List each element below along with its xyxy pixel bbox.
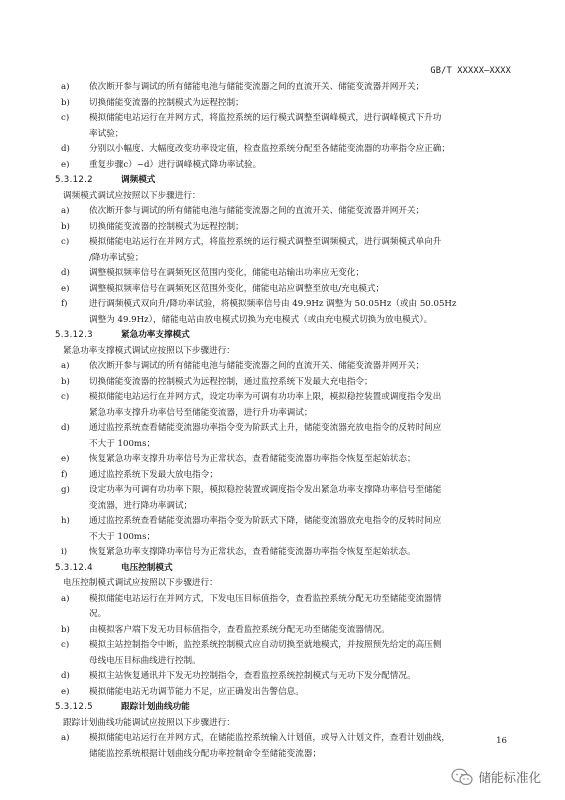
list-item-marker: d) — [61, 423, 70, 433]
section — [55, 328, 514, 561]
list-item — [61, 468, 514, 484]
list-item-marker: i) — [61, 547, 68, 557]
list-item-marker: a) — [61, 82, 70, 92]
list-item-text: 进行调频模式双向升/降功率试验，将模拟频率信号由 49.9Hz 调整为 50.05Hz（或由 50.05Hz — [89, 299, 457, 309]
list-item-text: 模拟储能电站无功调节能力不足，应正确发出告警信息。 — [89, 686, 304, 697]
list-item — [61, 282, 514, 298]
list-item-marker: f) — [61, 469, 68, 480]
list-item — [61, 592, 514, 623]
list-item — [61, 421, 514, 452]
list-item — [61, 220, 514, 236]
list-item — [61, 359, 514, 375]
list-item-text: 模拟储能电站运行在并网方式，将监控系统的运行模式调整至调频模式，进行调频模式单向升 — [89, 237, 442, 247]
list-item-text: 分别以小幅度、大幅度改变功率设定值，检查监控系统分配至各储能变流器的功率指令应正确； — [89, 144, 450, 154]
section — [55, 700, 514, 762]
list-item-marker: a) — [61, 361, 70, 371]
section-intro: 紧急功率支撑模式调试应按照以下步骤进行： — [63, 345, 235, 356]
list-item-marker: c) — [61, 640, 70, 650]
section-title: 紧急功率支撑模式 — [121, 330, 190, 340]
list-item-text: 切换储能变流器的控制模式为远程控制； — [89, 97, 244, 108]
list-item — [61, 266, 514, 282]
list-item-marker: a) — [61, 593, 70, 604]
list-item — [61, 390, 514, 421]
list-item — [61, 204, 514, 220]
section — [55, 561, 514, 701]
list-item-text: 况。 — [89, 609, 107, 619]
list-item-text: 模拟主站恢复通讯并下发无功控制指令，查看监控系统控制模式与无功下发分配情况。 — [89, 671, 416, 681]
list-item-text: 通过监控系统查看储能变流器功率指令变为阶跃式上升，储能变流器充放电指令的反转时间应 — [89, 423, 442, 433]
list-item — [61, 638, 514, 669]
list-item-marker: a) — [61, 733, 70, 743]
list-item — [61, 545, 514, 561]
list-item — [61, 142, 514, 158]
list-item-text: 重复步骤c）~d）进行调峰模式降功率试验。 — [89, 159, 262, 170]
section-title: 电压控制模式 — [121, 562, 173, 573]
list-item-marker: e) — [61, 686, 70, 697]
list-item-text: 模拟储能电站运行在并网方式，下发电压目标值指令，查看监控系统分配无功至储能变流器情 — [89, 593, 442, 604]
list-item-marker: d) — [61, 268, 70, 278]
list-item — [61, 297, 514, 328]
list-item-text: 率试验； — [89, 128, 124, 139]
list-item-marker: d) — [61, 144, 70, 154]
list-item — [61, 623, 514, 639]
section — [55, 173, 514, 328]
list-item-text: 依次断开参与调试的所有储能电池与储能变流器之间的直流开关、储能变流器并网开关； — [89, 82, 425, 92]
section-heading — [55, 561, 514, 577]
list-item-marker: e) — [61, 283, 70, 294]
list-item-text: 恢复紧急功率支撑降功率信号为正常状态，查看储能变流器功率指令恢复至起始状态。 — [89, 547, 416, 557]
document-body — [55, 80, 514, 762]
section-number: 5.3.12.4 — [55, 562, 93, 573]
list-item-text: 通过监控系统查看储能变流器功率指令变为阶跃式下降，储能变流器放充电指令的反转时间应 — [89, 516, 442, 526]
sections — [55, 173, 514, 762]
list-item-text: 通过监控系统下发最大放电指令； — [89, 469, 218, 480]
intro-list — [55, 80, 514, 173]
section-title: 跟踪计划曲线功能 — [121, 702, 190, 712]
section-intro: 调频模式调试应按照以下步骤进行： — [63, 190, 201, 201]
list-item-text: 模拟储能电站运行在并网方式，设定功率为可调有功功率上限，模拟稳控装置或调度指令发出 — [89, 392, 442, 402]
list-item-marker: g) — [61, 485, 70, 495]
list-item — [61, 685, 514, 701]
page-number: 16 — [496, 736, 507, 746]
list-item — [61, 452, 514, 468]
list-item — [61, 158, 514, 174]
list-item — [61, 514, 514, 545]
list-item-marker: c) — [61, 392, 70, 402]
list-item — [61, 375, 514, 391]
section-number: 5.3.12.3 — [55, 330, 93, 340]
section-number: 5.3.12.2 — [55, 175, 93, 185]
list-item-marker: h) — [61, 516, 70, 526]
section-heading — [55, 328, 514, 344]
list-item-marker: f) — [61, 299, 68, 309]
list-item-text: 恢复紧急功率支撑升功率信号为正常状态，查看储能变流器功率指令恢复至起始状态； — [89, 454, 416, 464]
list-item — [61, 80, 514, 96]
list-item — [61, 111, 514, 142]
section-intro: 跟踪计划曲线功能调试应按照以下步骤进行： — [63, 717, 235, 728]
section-heading — [55, 173, 514, 189]
list-item-text: 依次断开参与调试的所有储能电池与储能变流器之间的直流开关、储能变流器并网开关； — [89, 206, 425, 216]
list-item-marker: a) — [61, 206, 70, 216]
list-item-marker: b) — [61, 221, 70, 232]
list-item-text: 模拟储能电站运行在并网方式，在储能监控系统输入计划值，或导入计划文件，查看计划曲线， — [89, 733, 450, 743]
list-item — [61, 669, 514, 685]
section-heading — [55, 700, 514, 716]
list-item-text: 调整为 49.9Hz），储能电站由放电模式切换为充电模式（或由充电模式切换为放电模式）。 — [89, 314, 433, 325]
list-item — [61, 731, 514, 762]
list-item — [61, 235, 514, 266]
list-item-text: 切换储能变流器的控制模式为远程控制，通过监控系统下发最大充电指令； — [89, 376, 373, 387]
list-item — [61, 96, 514, 112]
list-item-text: 设定功率为可调有功功率下限，模拟稳控装置或调度指令发出紧急功率支撑降功率信号至储能 — [89, 485, 442, 495]
document-code: GB/T XXXXX—XXXX — [430, 66, 511, 76]
list-item-text: 变流器，进行降功率调试； — [89, 500, 193, 511]
list-item-text: 模拟主站控制指令中断，监控系统控制模式应自动切换至就地模式，并按照预先给定的高压侧 — [89, 640, 442, 650]
list-item-text: 由模拟客户端下发无功目标值指令，查看监控系统分配无功至储能变流器情况。 — [89, 624, 390, 635]
list-item-marker: b) — [61, 97, 70, 108]
list-item-text: /降功率试验； — [89, 252, 144, 263]
list-item-marker: b) — [61, 376, 70, 387]
list-item-text: 母线电压目标曲线进行控制。 — [89, 655, 201, 666]
list-item-marker: d) — [61, 671, 70, 681]
list-item-marker: b) — [61, 624, 70, 635]
section-title: 调频模式 — [121, 175, 156, 185]
list-item-text: 调整模拟频率信号在调频死区范围内变化，储能电站输出功率应无变化； — [89, 268, 365, 278]
list-item — [61, 483, 514, 514]
list-item-text: 调整模拟频率信号在调频死区范围外变化，储能电站应调整至放电/充电模式； — [89, 283, 385, 294]
section-number: 5.3.12.5 — [55, 702, 93, 712]
list-item-text: 储能监控系统根据计划曲线分配功率控制命令至储能变流器； — [89, 748, 322, 759]
watermark-text: 储能标准化 — [478, 770, 541, 785]
list-item-text: 不大于 100ms； — [89, 531, 156, 542]
section-intro: 电压控制模式调试应按照以下步骤进行： — [63, 578, 218, 588]
list-item-marker: c) — [61, 113, 70, 123]
list-item-marker: e) — [61, 159, 70, 170]
list-item-text: 切换储能变流器的控制模式为远程控制； — [89, 221, 244, 232]
list-item-marker: e) — [61, 454, 70, 464]
list-item-text: 依次断开参与调试的所有储能电池与储能变流器之间的直流开关、储能变流器并网开关； — [89, 361, 425, 371]
list-item-marker: c) — [61, 237, 70, 247]
watermark — [451, 768, 541, 786]
wechat-icon — [451, 768, 473, 786]
list-item-text: 紧急功率支撑升功率信号至储能变流器，进行升功率调试； — [89, 407, 313, 418]
list-item-text: 不大于 100ms； — [89, 438, 156, 449]
list-item-text: 模拟储能电站运行在并网方式，将监控系统的运行模式调整至调峰模式，进行调峰模式下升功 — [89, 113, 442, 123]
